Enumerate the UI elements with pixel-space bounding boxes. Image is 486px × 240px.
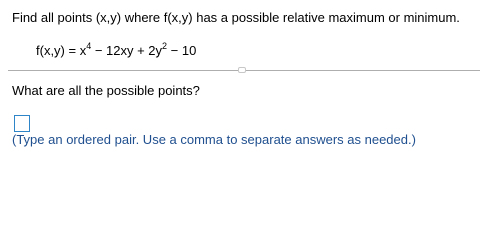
- answer-format-hint: (Type an ordered pair. Use a comma to separate answers as needed.): [12, 132, 416, 147]
- divider-handle: [238, 67, 246, 73]
- formula-rhs: − 10: [167, 43, 197, 58]
- question-text: Find all points (x,y) where f(x,y) has a possible relative maximum or minimum.: [12, 10, 460, 25]
- answer-prompt: What are all the possible points?: [12, 83, 200, 98]
- formula-middle: − 12xy + 2y: [91, 43, 163, 58]
- function-formula: [36, 40, 197, 59]
- answer-input[interactable]: [14, 115, 30, 132]
- formula-lhs: f(x,y) = x: [36, 43, 87, 58]
- formula-exponent-y: 2: [162, 40, 168, 51]
- formula-exponent-x: 4: [86, 40, 92, 51]
